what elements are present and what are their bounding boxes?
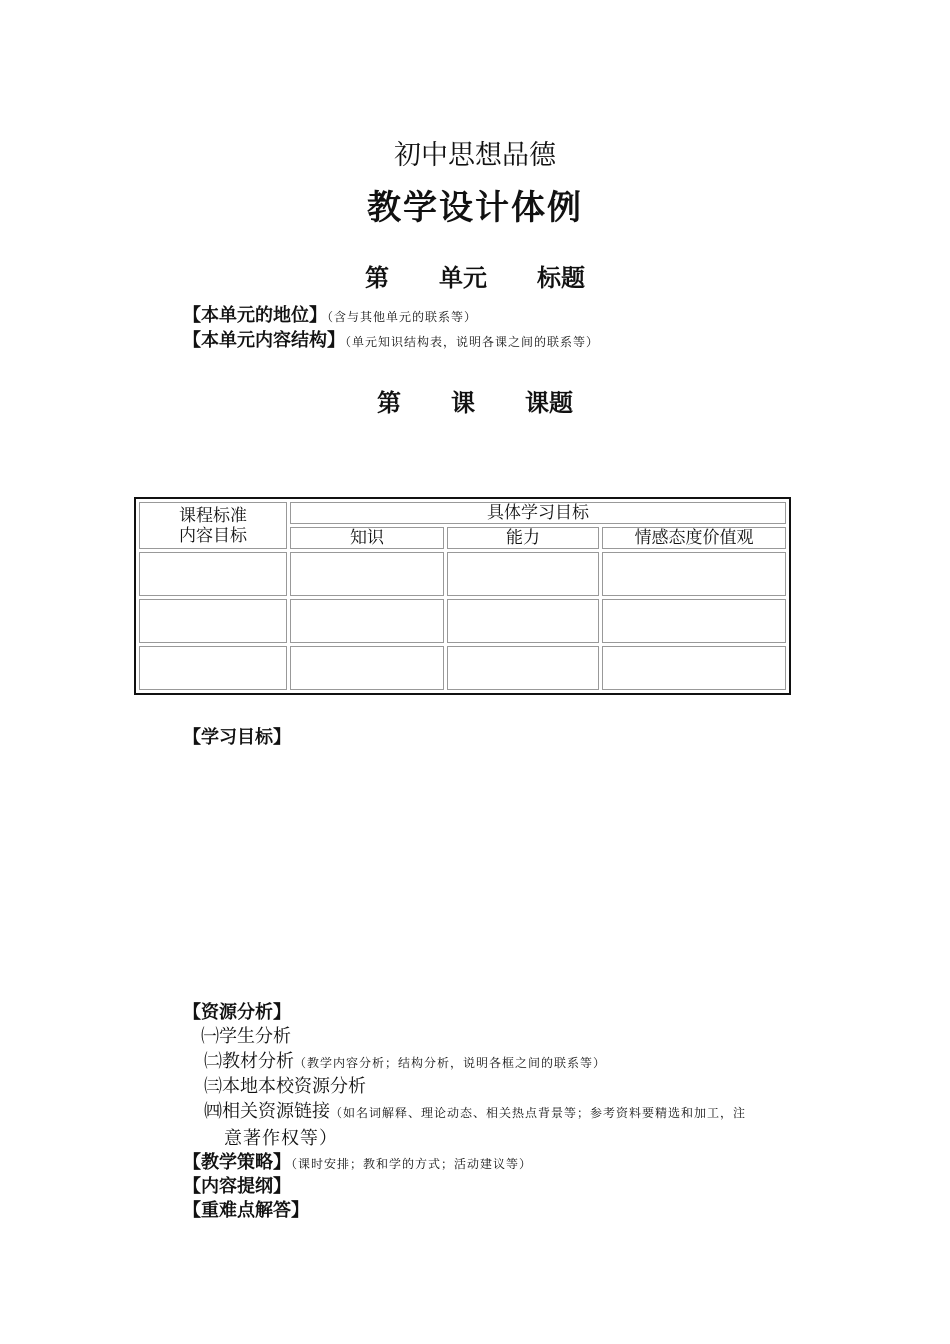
resource-item <box>204 1047 606 1073</box>
lesson-heading-part: 课题 <box>525 388 573 417</box>
attitude-values-header: 情感态度价值观 <box>602 527 786 549</box>
table-header-row <box>139 502 786 524</box>
standards-header-line: 课程标准 <box>179 505 247 526</box>
unit-structure-note: （单元知识结构表，说明各课之间的联系等） <box>345 335 600 349</box>
table-cell <box>447 599 599 643</box>
unit-position-line <box>183 301 477 327</box>
table-cell <box>290 599 444 643</box>
resource-item-label: ㈠学生分析 <box>201 1026 291 1047</box>
lesson-heading <box>0 383 950 418</box>
outline-heading: 【内容提纲】 <box>183 1176 291 1197</box>
lesson-heading-part: 课 <box>451 388 475 417</box>
resource-item-note: （教学内容分析；结构分析，说明各框之间的联系等） <box>294 1056 607 1070</box>
resource-item-label: ㈢本地本校资源分析 <box>204 1076 366 1097</box>
table-cell <box>290 552 444 596</box>
unit-structure-label: 【本单元内容结构】 <box>183 330 345 351</box>
strategy-note: （课时安排；教和学的方式；活动建议等） <box>291 1157 533 1171</box>
lesson-heading-part: 第 <box>377 388 401 417</box>
strategy-label: 【教学策略】 <box>183 1152 291 1173</box>
table-cell <box>602 599 786 643</box>
unit-heading <box>0 258 950 293</box>
ability-header: 能力 <box>447 527 599 549</box>
table-cell <box>139 599 287 643</box>
learning-goals-heading: 【学习目标】 <box>183 727 291 748</box>
table-cell <box>602 552 786 596</box>
unit-heading-part: 标题 <box>537 263 585 292</box>
document-subtitle: 初中思想品德 <box>394 140 556 171</box>
table-cell <box>602 646 786 690</box>
specific-goals-header: 具体学习目标 <box>290 502 786 524</box>
table-row <box>139 552 786 596</box>
strategy-line <box>183 1148 532 1174</box>
resource-item <box>204 1097 746 1123</box>
table-cell <box>447 552 599 596</box>
table-cell <box>290 646 444 690</box>
table-cell <box>139 646 287 690</box>
table-cell <box>139 552 287 596</box>
unit-heading-part: 第 <box>365 263 389 292</box>
knowledge-header: 知识 <box>290 527 444 549</box>
resource-item-label: ㈡教材分析 <box>204 1051 294 1072</box>
table-cell <box>447 646 599 690</box>
unit-structure-line <box>183 326 599 352</box>
learning-goals-table <box>134 497 791 695</box>
resource-item-note-continued: 意著作权等） <box>224 1128 338 1149</box>
resource-item-label: ㈣相关资源链接 <box>204 1101 330 1122</box>
table-row <box>139 599 786 643</box>
key-points-heading: 【重难点解答】 <box>183 1200 309 1221</box>
resource-item-note: （如名词解释、理论动态、相关热点背景等；参考资料要精选和加工，注 <box>330 1106 747 1120</box>
resource-analysis-heading: 【资源分析】 <box>183 1002 291 1023</box>
resource-item <box>201 1022 291 1048</box>
document-title: 教学设计体例 <box>367 188 583 228</box>
resource-item <box>204 1072 366 1098</box>
unit-position-label: 【本单元的地位】 <box>183 305 327 326</box>
table-row <box>139 646 786 690</box>
unit-heading-part: 单元 <box>439 263 487 292</box>
standards-header-line: 内容目标 <box>179 525 247 546</box>
unit-position-note: （含与其他单元的联系等） <box>327 310 478 324</box>
standards-header-cell <box>139 502 287 549</box>
